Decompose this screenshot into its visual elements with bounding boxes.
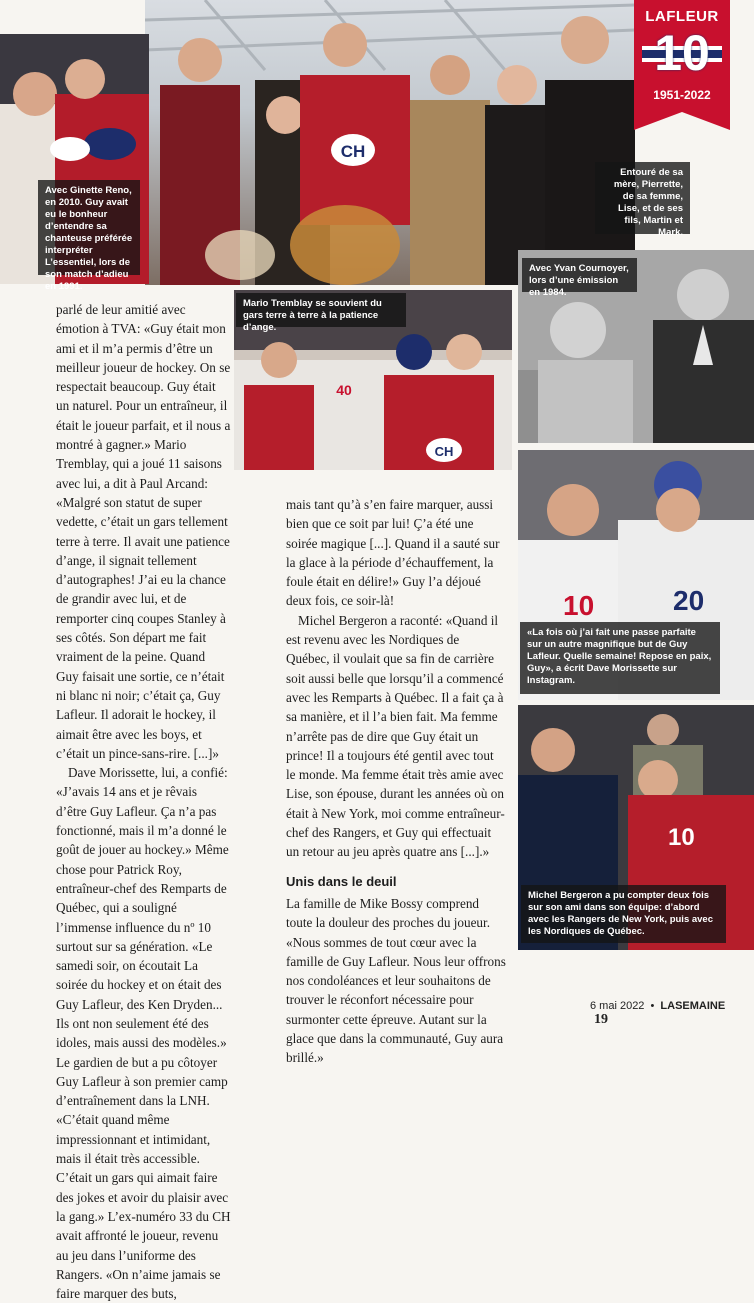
jersey-ten: 10 xyxy=(563,590,595,621)
reno-caption: Avec Ginette Reno, en 2010. Guy avait eu le bonheur d’entendre sa chanteuse préférée interpréter L’essentiel, lors de son match d’adieu en 1991. xyxy=(38,180,140,275)
family-photo-illustration xyxy=(145,0,635,285)
jersey-ten-bergeron: 10 xyxy=(668,824,695,851)
morissette-caption: «La fois où j’ai fait une passe parfaite sur un autre magnifique but de Guy Lafleur. Quelle semaine! Repose en paix, Guy», a écrit Dave Morissette sur Instagram. xyxy=(520,622,720,694)
banner-name: LAFLEUR xyxy=(645,8,719,25)
article-column-2 xyxy=(286,495,506,1068)
family-photo xyxy=(145,0,635,285)
footer-separator: • xyxy=(650,1000,655,1012)
magazine-la: LA xyxy=(660,1000,676,1012)
jersey-twenty: 20 xyxy=(673,585,705,616)
article-column-1 xyxy=(56,300,231,1303)
col2-paragraph-3: La famille de Mike Bossy comprend toute la douleur des proches du joueur. «Nous sommes de tout cœur avec la famille de Guy Lafleur. Nous leur offrons nos condoléances et leur souhaitons de trouver le réconfort nécessaire pour surmonter cette épreuve. Autant sur la glace que dans la communauté, Guy aura brillé.» xyxy=(286,895,506,1066)
banner-number: 10 xyxy=(654,25,710,81)
ch-logo-family: CH xyxy=(340,142,366,161)
banner-years: 1951-2022 xyxy=(653,88,711,102)
page-number: 19 xyxy=(594,1012,608,1027)
cournoyer-caption: Avec Yvan Cournoyer, lors d’une émission en 1984. xyxy=(522,258,637,292)
col1-paragraph-1: parlé de leur amitié avec émotion à TVA: «Guy était mon ami et il m’a permis d’être un meilleur joueur de hockey. On se respectait beaucoup. Guy était un naturel. Pour un entraîneur, il était le joueur parfait, et il nous a montré à gagner.» Mario Tremblay, qui a joué 11 saisons avec lui, a dit à Paul Arcand: «Malgré son statut de super vedette, c’était un gars tellement terre à terre. Il avait une patience d’ange, il signait tellement d’autographes! J’ai eu la chance de grandir avec lui, et de remporter cinq coupes Stanley à ses côtés. Son départ me fait vraiment de la peine. Quand Guy faisait une sortie, ce n’était ni blanc ni noir; c’était ça, Guy Lafleur. Il adorait le hockey, il aimait être avec les boys, et c’était un pince-sans-rire. [...]» xyxy=(56,302,231,761)
footer-date: 6 mai 2022 xyxy=(590,1000,645,1012)
lafleur-banner xyxy=(634,0,730,130)
ch-logo-tremblay: CH xyxy=(434,444,454,459)
subheading: Unis dans le deuil xyxy=(286,873,397,889)
bergeron-caption: Michel Bergeron a pu compter deux fois sur son ami dans son équipe: d’abord avec les Rangers de New York, puis avec les Nordiques de Québec. xyxy=(521,885,726,943)
col1-paragraph-2: Dave Morissette, lui, a confié: «J’avais 14 ans et je rêvais d’être Guy Lafleur. Ça n’a pas fonctionné, mais il m’a donné le goût de jouer au hockey.» Même chose pour Patrick Roy, entraîneur-chef des Remparts de Québec, qui a souligné l’immense influence du nº 10 surtout sur sa génération. «Le samedi soir, on écoutait La soirée du hockey et on était des Guy Lafleur, des Ken Dryden... Ils ont non seulement été des idoles, mais aussi des modèles.» Le gardien de but a pu côtoyer Guy Lafleur à son premier camp d’entraînement dans la LNH. «C’était quand même impressionnant et intimidant, mais il était très accessible. C’était un gars qui aimait faire des jokes et avoir du plaisir avec la gang.» L’ex-numéro 33 du CH avait affronté le joueur, revenu au jeu dans l’uniforme des Rangers. «On n’aime jamais se faire marquer des buts, xyxy=(56,765,231,1302)
family-caption: Entouré de sa mère, Pierrette, de sa femme, Lise, et de ses fils, Martin et Mark. xyxy=(595,162,690,234)
magazine-semaine: SEMAINE xyxy=(675,1000,726,1012)
col2-paragraph-2: Michel Bergeron a raconté: «Quand il est revenu avec les Nordiques de Québec, il voulait que sa fin de carrière soit aussi belle que lorsqu’il a commencé avec les Remparts à Québec. Il a fait ça à sa manière, et il l’a bien fait. Ma femme n’arrête pas de dire que Guy était un prince! Il a toujours été gentil avec tout le monde. Ma femme était très amie avec Lise, son épouse, durant les années où on était à New York, moi comme entraîneur-chef des Rangers, et Guy qui effectuait un retour au jeu après quatre ans [...].» xyxy=(286,612,505,860)
col2-paragraph-1: mais tant qu’à s’en faire marquer, aussi bien que ce soit par lui! Ç’a été une soirée magique [...]. Quand il a sauté sur la glace à la période d’échauffement, la foule était en délire!» Guy l’a déjoué deux fois, ce soir-là! xyxy=(286,497,500,609)
arena-sign: 40 xyxy=(336,382,352,398)
tremblay-caption: Mario Tremblay se souvient du gars terre à terre à la patience d’ange. xyxy=(236,293,406,327)
